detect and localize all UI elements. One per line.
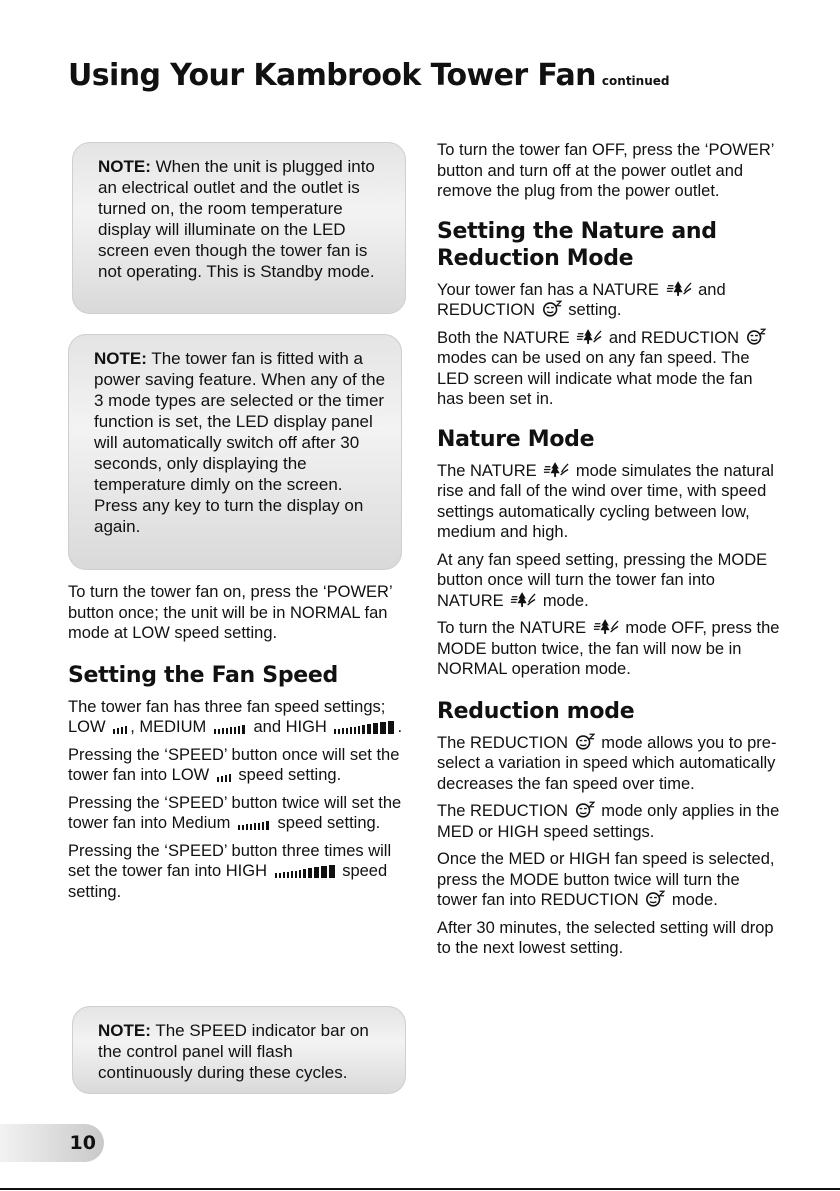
nature-mode-heading: Nature Mode [437, 426, 595, 452]
text: speed setting. [68, 862, 388, 901]
text: mode only applies in the MED or HIGH speed settings. [437, 802, 780, 841]
text: Your tower fan has a NATURE [437, 280, 659, 299]
power-saving-note [68, 334, 402, 570]
speed-medium-icon [237, 818, 271, 830]
reduction-description-paragraph [437, 733, 782, 795]
turn-off-paragraph: To turn the tower fan OFF, press the ‘POWER’ button and turn off at the power outlet and remove the plug from the power outlet. [437, 141, 774, 200]
text: mode allows you to pre-select a variation in speed which automatically decreases the fan speed over time. [437, 733, 777, 793]
fan-speed-paragraph [68, 697, 408, 738]
text: At any fan speed setting, pressing the MODE button once will turn the tower fan into NATURE [437, 550, 768, 610]
reduction-mode-icon [542, 300, 562, 317]
fan-speed-heading: Setting the Fan Speed [68, 662, 338, 688]
reduction-mode-icon [575, 801, 595, 818]
text: . [397, 718, 403, 736]
reduction-mode-heading: Reduction mode [437, 698, 635, 724]
modes-usage-paragraph [437, 328, 782, 410]
page-title [68, 58, 670, 93]
note-text: The tower fan is fitted with a power saving feature. When any of the 3 mode types are selected or the timer function is set, the LED display panel will automatically switch off after 30 seconds, only displaying the temperature dimly on the screen. Press any key to turn the display on again. [94, 349, 386, 536]
turn-on-paragraph: To turn the tower fan on, press the ‘POWER’ button once; the unit will be in NORMAL fan mode at LOW speed setting. [68, 583, 393, 642]
speed-low-icon [112, 722, 128, 734]
note-text: When the unit is plugged into an electrical outlet and the outlet is turned on, the room temperature display will illuminate on the LED screen even though the tower fan is not operating. This is Standby mode. [98, 157, 375, 281]
speed-three-times-paragraph [68, 841, 408, 903]
note-label: NOTE: [94, 349, 147, 368]
reduction-timer-paragraph: After 30 minutes, the selected setting will drop to the next lowest setting. [437, 918, 774, 957]
text: modes can be used on any fan speed. The LED screen will indicate what mode the fan has been set in. [437, 349, 753, 408]
text: , MEDIUM [130, 718, 207, 736]
text: The NATURE [437, 461, 537, 480]
text: To turn the NATURE [437, 619, 587, 637]
text: Pressing the ‘SPEED’ button twice will set the tower fan into Medium [68, 793, 402, 832]
reduction-mode-icon [645, 890, 665, 907]
page-number: 10 [0, 1124, 104, 1162]
modes-intro-paragraph [437, 280, 782, 321]
text: Pressing the ‘SPEED’ button three times will set the tower fan into HIGH [68, 841, 392, 880]
note-label: NOTE: [98, 1021, 151, 1040]
nature-description-paragraph [437, 461, 782, 543]
text: The tower fan has three fan speed settings; LOW [68, 697, 386, 736]
nature-mode-icon [576, 328, 602, 345]
text: mode simulates the natural rise and fall of the wind over time, with speed settings automatically cycling between low, medium and high. [437, 461, 774, 541]
text: Both the NATURE [437, 328, 570, 347]
text: mode. [671, 891, 718, 909]
right-column [437, 140, 782, 966]
text: The REDUCTION [437, 733, 569, 752]
nature-off-paragraph [437, 618, 782, 680]
speed-low-icon [216, 770, 232, 782]
text: Once the MED or HIGH fan speed is selected, press the MODE button twice will turn the tower fan into REDUCTION [437, 850, 775, 909]
speed-twice-paragraph [68, 793, 408, 834]
reduction-mode-icon [746, 328, 766, 345]
speed-high-icon [333, 720, 395, 734]
text: speed setting. [277, 814, 381, 832]
reduction-applies-paragraph [437, 801, 782, 842]
continued-label: continued [601, 74, 670, 88]
text: and REDUCTION [608, 328, 740, 347]
speed-indicator-note [72, 1006, 406, 1094]
bottom-rule [0, 1188, 840, 1190]
speed-once-paragraph [68, 745, 408, 786]
text: and HIGH [253, 718, 327, 736]
page-title-text: Using Your Kambrook Tower Fan [68, 58, 596, 93]
standby-note [72, 142, 406, 314]
text: and REDUCTION [437, 280, 726, 319]
reduction-mode-icon [575, 733, 595, 750]
text: mode. [542, 591, 589, 610]
speed-medium-icon [213, 722, 247, 734]
note-label: NOTE: [98, 157, 151, 176]
left-column [68, 582, 408, 909]
nature-mode-icon [543, 461, 569, 478]
reduction-activate-paragraph [437, 849, 782, 911]
note-text: The SPEED indicator bar on the control panel will flash continuously during these cycles. [98, 1021, 369, 1082]
nature-activate-paragraph [437, 550, 782, 612]
speed-high-icon [274, 864, 336, 878]
text: mode OFF, press the MODE button twice, the fan will now be in NORMAL operation mode. [437, 619, 780, 678]
text: Pressing the ‘SPEED’ button once will set the tower fan into LOW [68, 745, 400, 784]
nature-mode-icon [510, 591, 536, 608]
text: speed setting. [238, 766, 342, 784]
nature-reduction-heading: Setting the Nature and Reduction Mode [437, 218, 717, 271]
text: The REDUCTION [437, 802, 569, 820]
nature-mode-icon [666, 280, 692, 297]
text: setting. [568, 301, 622, 319]
nature-mode-icon [593, 618, 619, 635]
